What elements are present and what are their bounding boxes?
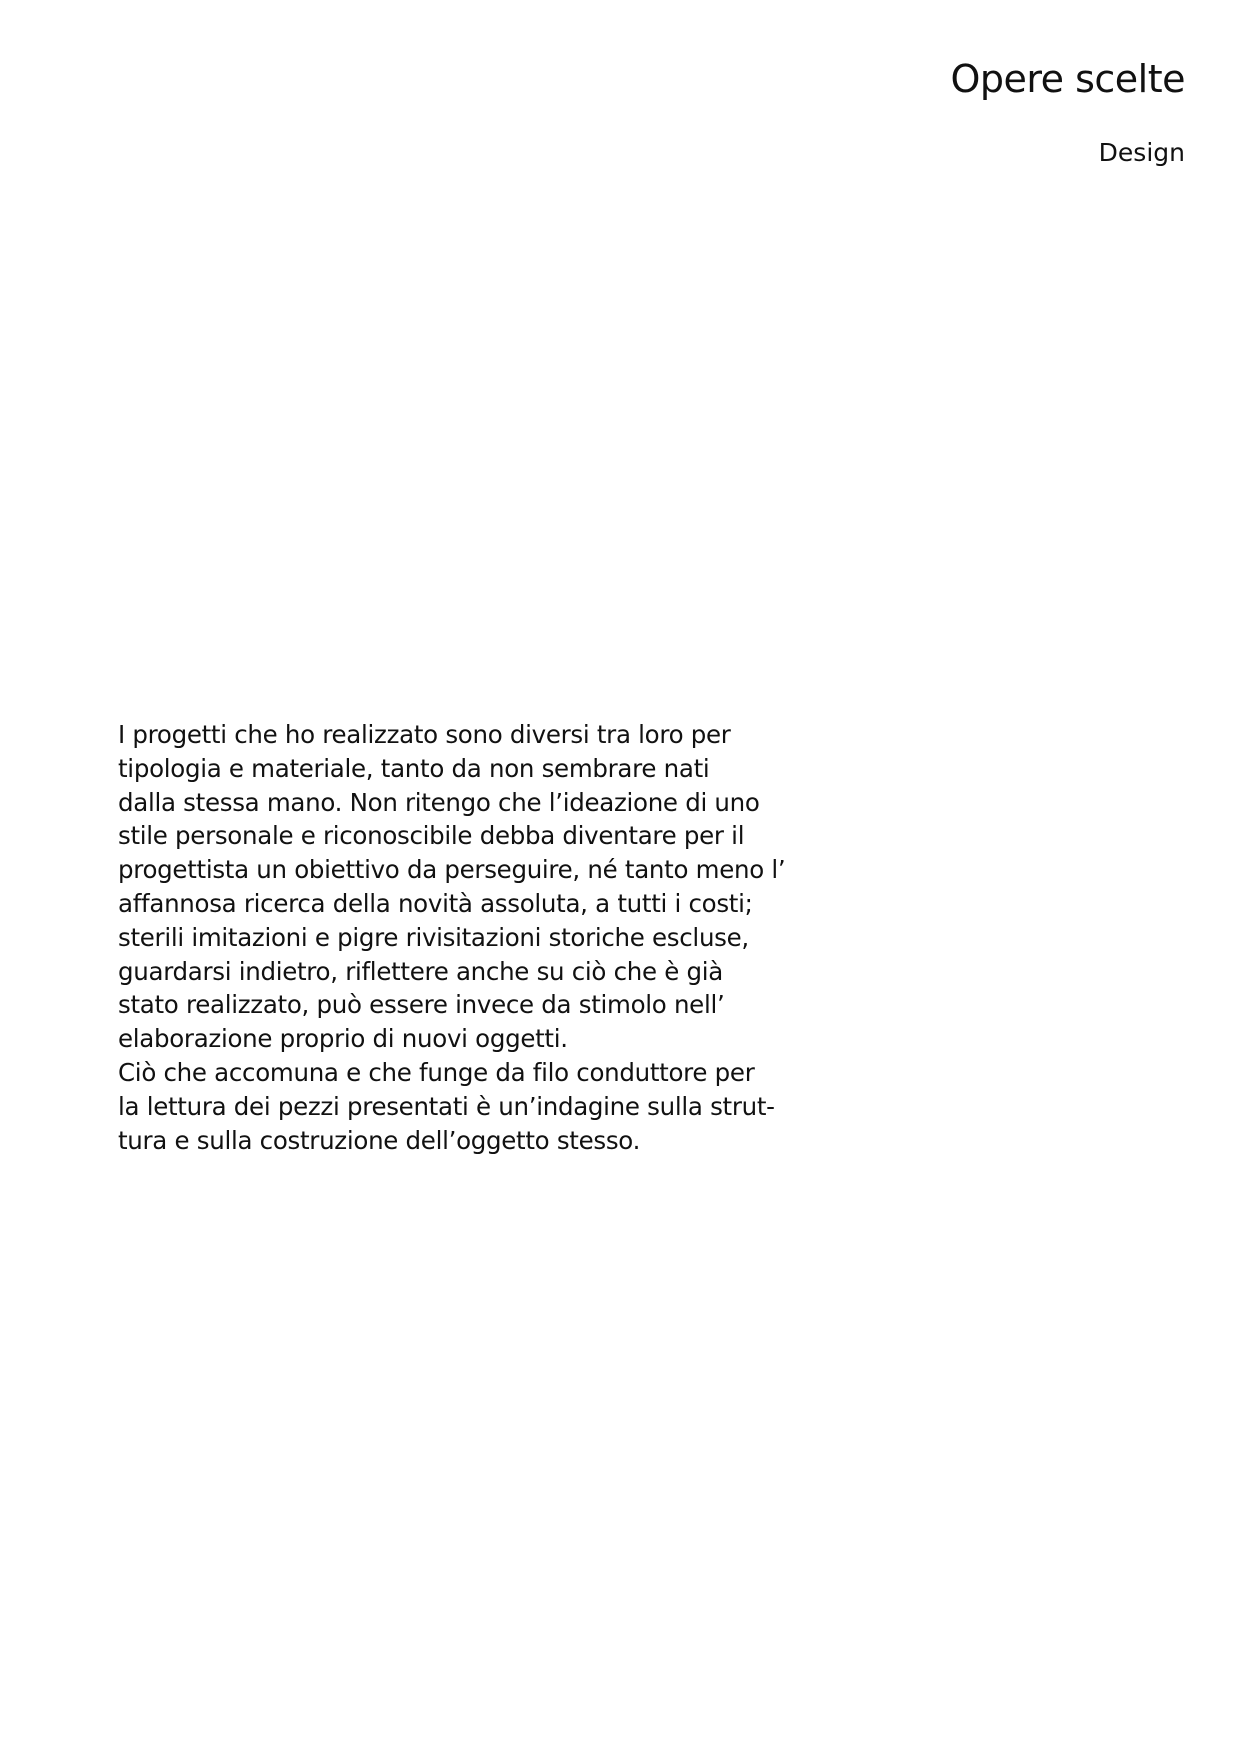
page-subtitle: Design [1098,138,1185,167]
page-title: Opere scelte [950,57,1185,101]
body-line: progettista un obiettivo da perseguire, né tanto meno l’ [118,855,786,885]
body-line: guardarsi indietro, riflettere anche su ciò che è già [118,956,723,986]
body-line: sterili imitazioni e pigre rivisitazioni storiche escluse, [118,922,749,952]
body-line: Ciò che accomuna e che funge da filo conduttore per [118,1057,755,1087]
page-header [950,55,1185,169]
body-line: affannosa ricerca della novità assoluta, a tutti i costi; [118,888,753,918]
body-line: dalla stessa mano. Non ritengo che l’ideazione di uno [118,787,760,817]
body-line: I progetti che ho realizzato sono diversi tra loro per [118,720,731,749]
body-line: tipologia e materiale, tanto da non sembrare nati [118,753,710,783]
body-line: la lettura dei pezzi presentati è un’indagine sulla strut- [118,1091,775,1121]
body-line: tura e sulla costruzione dell’oggetto stesso. [118,1125,641,1155]
body-line: stato realizzato, può essere invece da stimolo nell’ [118,990,725,1020]
body-paragraph [118,718,818,1157]
body-line: elaborazione proprio di nuovi oggetti. [118,1024,568,1054]
body-line: stile personale e riconoscibile debba diventare per il [118,821,745,851]
